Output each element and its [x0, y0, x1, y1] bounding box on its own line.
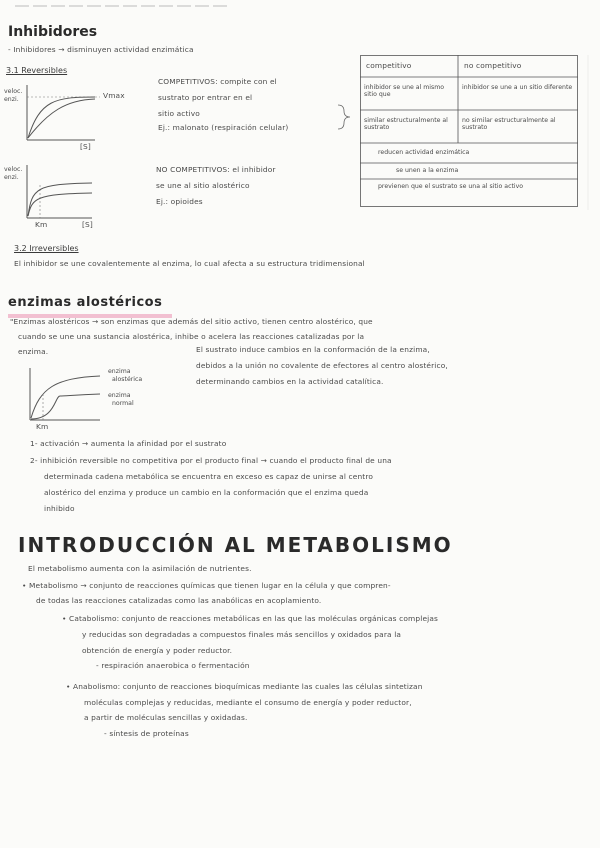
alostericos-item2: 2- inhibición reversible no competitiva por el producto final → cuando el producto final de una	[30, 456, 392, 465]
metabolismo-intro: El metabolismo aumenta con la asimilación de nutrientes.	[28, 564, 252, 573]
curve-label-normal: enzima	[108, 392, 131, 399]
allosteric-km-label: Km	[36, 422, 49, 431]
table-cell: similar estructuralmente al sustrato	[364, 117, 448, 132]
km-label: Km	[35, 220, 48, 229]
curve-label-alosterica: alostérica	[112, 376, 143, 383]
curve-label-normal: normal	[112, 400, 134, 407]
competitivos-line: sitio activo	[158, 109, 200, 118]
graph1-ylabel2: enzi.	[4, 96, 19, 103]
table-cell: inhibidor se une al mismo sitio que	[364, 84, 445, 99]
alostericos-item2: inhibido	[44, 504, 75, 513]
graph1-ylabel: veloc.	[4, 88, 23, 95]
alostericos-line: cuando se une una sustancia alostérica, inhibe o acelera las reacciones catalizadas por la	[18, 332, 365, 341]
table-cell: inhibidor se une a un sitio diferente	[462, 84, 573, 91]
competitivos-line: Ej.: malonato (respiración celular)	[158, 123, 289, 132]
no-competitivos-line: Ej.: opioides	[156, 197, 203, 206]
alostericos-item2: alostérico del enzima y produce un cambio en la conformación que el enzima queda	[44, 488, 369, 497]
table-full-row: previenen que el sustrato se una al sitio activo	[378, 183, 524, 190]
catabolismo-line: • Catabolismo: conjunto de reacciones metabólicas en las que las moléculas orgánicas complejas	[62, 614, 439, 623]
metabolismo-def: • Metabolismo → conjunto de reacciones químicas que tienen lugar en la célula y que compren-	[22, 581, 391, 590]
no-competitivos-line: NO COMPETITIVOS: el inhibidor	[156, 165, 276, 174]
section-heading-irreversibles: 3.2 Irreversibles	[14, 244, 79, 253]
intro-line: - Inhibidores → disminuyen actividad enzimática	[8, 45, 194, 54]
page-title: Inhibidores	[8, 24, 98, 40]
catabolismo-line: y reducidas son degradadas a compuestos finales más sencillos y oxidados para la	[82, 630, 402, 639]
alostericos-line: "Enzimas alostéricos → son enzimas que además del sitio activo, tienen centro alostérico, que	[10, 317, 373, 326]
alostericos-desc: El sustrato induce cambios en la conformación de la enzima,	[196, 345, 430, 354]
anabolismo-line: • Anabolismo: conjunto de reacciones bioquímicas mediante las cuales las células sintetizan	[66, 682, 423, 691]
graph2-xlabel: [S]	[82, 220, 93, 229]
table-head-no-competitivo: no competitivo	[464, 61, 522, 70]
comparison-table	[360, 55, 578, 207]
anabolismo-example: - síntesis de proteínas	[104, 729, 189, 738]
irreversibles-text: El inhibidor se une covalentemente al enzima, lo cual afecta a su estructura tridimensional	[14, 259, 365, 268]
table-head-competitivo: competitivo	[366, 61, 412, 70]
section-heading-reversibles: 3.1 Reversibles	[6, 66, 68, 75]
noncompetitive-graph	[27, 165, 92, 218]
graph2-ylabel: veloc.	[4, 166, 23, 173]
allosteric-graph	[30, 368, 100, 420]
graph1-xlabel: [S]	[80, 142, 91, 151]
anabolismo-line: a partir de moléculas sencillas y oxidadas.	[84, 713, 248, 722]
catabolismo-example: - respiración anaerobica o fermentación	[96, 661, 250, 670]
table-full-row: reducen actividad enzimática	[378, 149, 470, 156]
competitivos-line: sustrato por entrar en el	[158, 93, 253, 102]
no-competitivos-line: se une al sitio alostérico	[156, 181, 250, 190]
alostericos-line: enzima.	[18, 347, 49, 356]
alostericos-item2: determinada cadena metabólica se encuentra en exceso es capaz de unirse al centro	[44, 472, 374, 481]
metabolismo-title: INTRODUCCIÓN AL METABOLISMO	[18, 533, 453, 557]
alostericos-item1: 1- activación → aumenta la afinidad por el sustrato	[30, 439, 227, 448]
table-full-row: se unen a la enzima	[396, 167, 459, 174]
table-cell: no similar estructuralmente al sustrato	[462, 117, 556, 132]
section-title-alostericos: enzimas alostéricos	[8, 295, 163, 310]
curve-label-alosterica: enzima	[108, 368, 131, 375]
alostericos-desc: determinando cambios en la actividad catalítica.	[196, 377, 384, 386]
competitive-graph	[27, 85, 100, 140]
competitivos-line: COMPETITIVOS: compite con el	[158, 77, 277, 86]
graph2-ylabel2: enzi.	[4, 174, 19, 181]
metabolismo-def: de todas las reacciones catalizadas como las anabólicas en acoplamiento.	[36, 596, 322, 605]
catabolismo-line: obtención de energía y poder reductor.	[82, 646, 233, 655]
vmax-label: Vmax	[103, 91, 125, 100]
alostericos-desc: debidos a la unión no covalente de efectores al centro alostérico,	[196, 361, 448, 370]
anabolismo-line: moléculas complejas y reducidas, mediante el consumo de energía y poder reductor,	[84, 698, 412, 707]
